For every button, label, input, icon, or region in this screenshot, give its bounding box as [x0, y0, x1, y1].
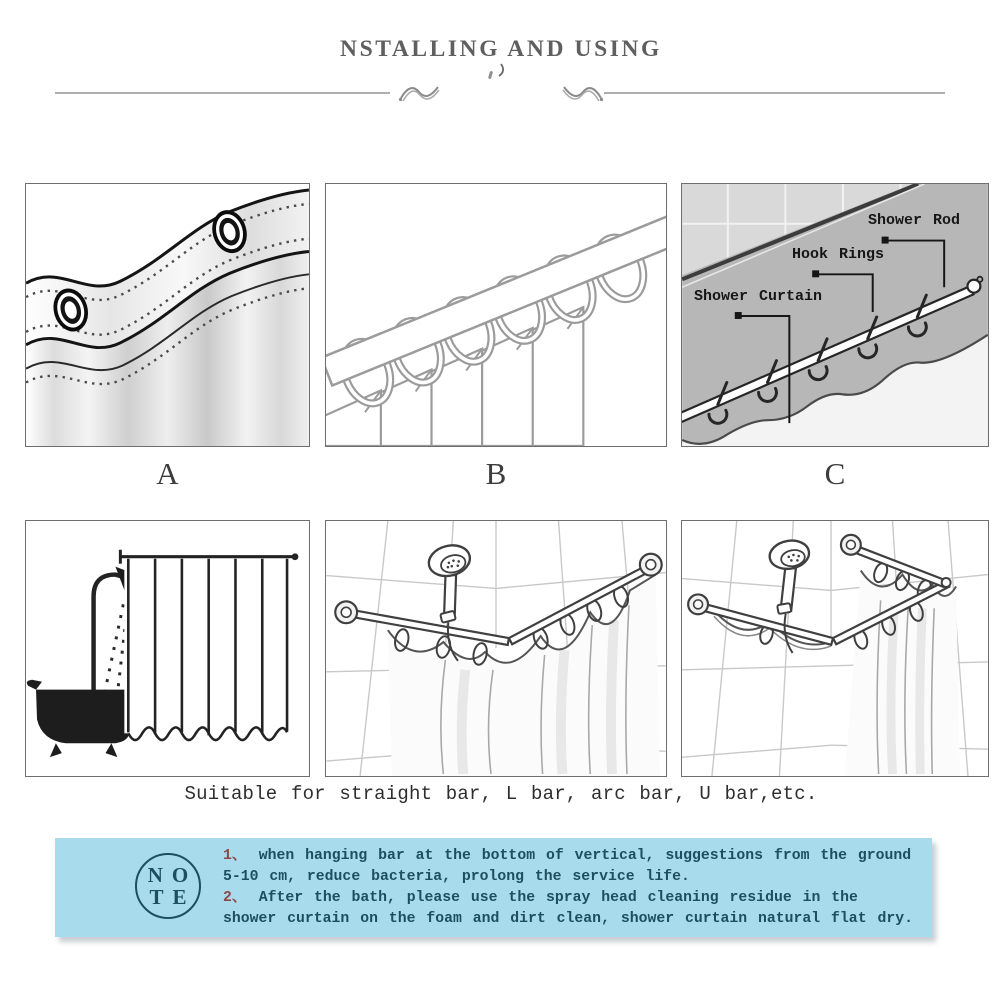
note-badge-icon	[135, 853, 201, 919]
divider-flourish-right-icon	[560, 82, 604, 104]
u-bar-installation-illustration	[682, 521, 988, 776]
panel-u-bar	[681, 520, 989, 777]
title-swash-icon	[497, 63, 511, 79]
note-item-2-line-1: After the bath, please use the spray head cleaning residue in the	[258, 890, 858, 906]
panel-straight-bar-bathtub	[25, 520, 310, 777]
panel-a-caption: A	[156, 456, 179, 491]
label-shower-rod: Shower Rod	[868, 212, 961, 229]
badge-letter-o: O	[171, 862, 189, 887]
divider-line-left	[55, 92, 390, 94]
bathtub-shower-illustration	[26, 521, 309, 776]
l-bar-installation-illustration	[326, 521, 666, 776]
note-item-1-line-1: when hanging bar at the bottom of vertical, suggestions from the ground	[258, 848, 912, 864]
note-box	[55, 838, 932, 937]
shower-curtain-shape	[845, 571, 960, 776]
panel-hook-rings	[325, 183, 667, 447]
panel-c-caption: C	[824, 456, 846, 491]
panel-b-caption: B	[485, 456, 507, 491]
panel-l-bar-corner	[325, 520, 667, 777]
curtain-grommets-illustration	[26, 184, 309, 446]
page-title: NSTALLING AND USING	[340, 36, 662, 62]
note-item-2-line-2: shower curtain on the foam and dirt clean, shower curtain natural flat dry.	[223, 911, 913, 927]
suitability-caption: Suitable for straight bar, L bar, arc bar, U bar,etc.	[184, 783, 818, 805]
divider-tick-mark	[488, 71, 493, 80]
label-shower-curtain: Shower Curtain	[694, 288, 823, 305]
badge-letter-e: E	[172, 884, 187, 909]
badge-letter-t: T	[149, 884, 164, 909]
divider-flourish-left-icon	[398, 82, 442, 104]
badge-letter-n: N	[147, 862, 163, 887]
panel-grommet-closeup	[25, 183, 310, 447]
note-item-1-line-2: 5-10 cm, reduce bacteria, prolong the service life.	[223, 869, 690, 885]
note-text	[223, 846, 928, 930]
panel-labeled-diagram	[681, 183, 989, 447]
label-hook-rings: Hook Rings	[792, 246, 885, 263]
hook-rings-illustration	[326, 184, 666, 446]
note-item-2-number: 2、	[223, 890, 247, 906]
divider-line-right	[604, 92, 945, 94]
note-item-1-number: 1、	[223, 848, 247, 864]
